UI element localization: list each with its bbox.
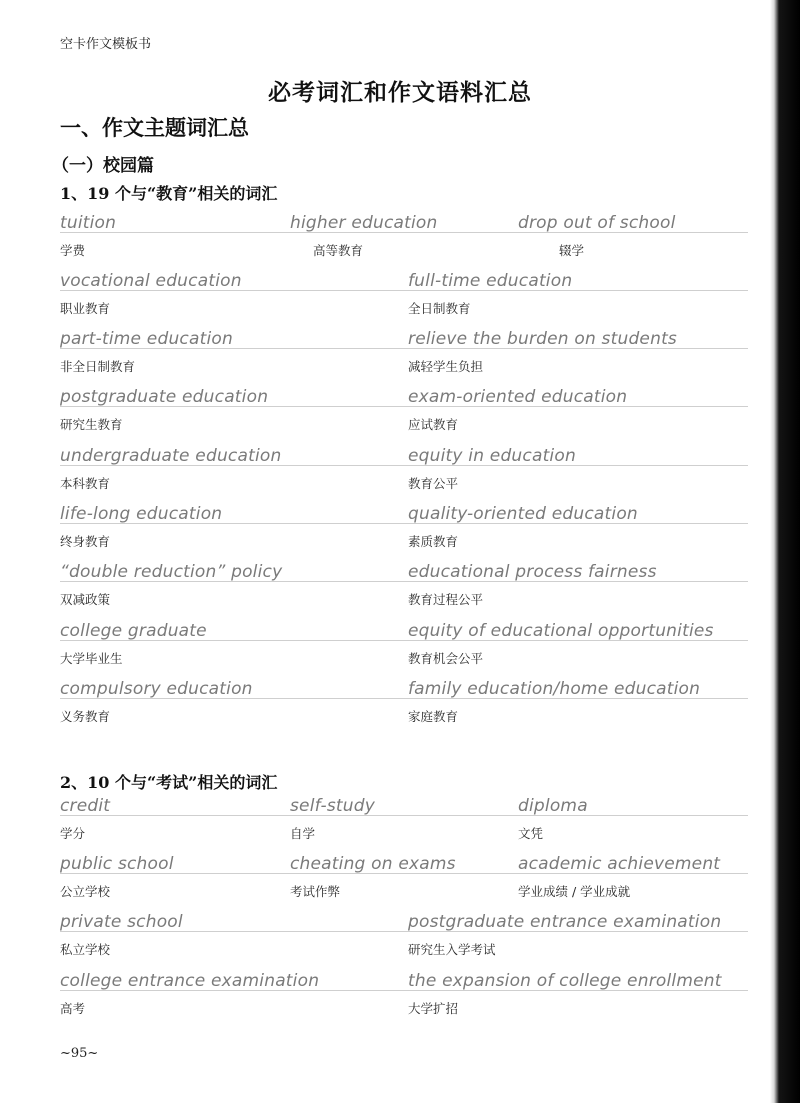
vocab-translation: 文凭 bbox=[518, 826, 544, 841]
subsection-title: （一）校园篇 bbox=[52, 156, 154, 176]
vocab-term: private school bbox=[60, 912, 183, 932]
vocab-translation: 义务教育 bbox=[60, 709, 111, 724]
vocab-term: family education/home education bbox=[408, 679, 701, 699]
vocab-translation: 全日制教育 bbox=[408, 301, 471, 316]
vocab-translation: 终身教育 bbox=[60, 534, 111, 549]
vocab-translation: 大学扩招 bbox=[408, 1001, 459, 1016]
row-rule bbox=[60, 815, 748, 816]
vocab-translation: 教育机会公平 bbox=[408, 651, 484, 666]
vocab-translation: 学费 bbox=[60, 243, 86, 258]
vocab-term: public school bbox=[60, 854, 174, 874]
vocab-translation: 辍学 bbox=[559, 243, 585, 258]
vocab-term: higher education bbox=[290, 213, 438, 233]
vocab-translation: 本科教育 bbox=[60, 476, 111, 491]
vocab-term: life-long education bbox=[60, 504, 223, 524]
vocab-term: academic achievement bbox=[518, 854, 721, 874]
vocab-term: credit bbox=[60, 796, 111, 816]
page-title: 必考词汇和作文语料汇总 bbox=[268, 79, 532, 106]
group-title-exams: 2、10 个与“考试”相关的词汇 bbox=[60, 773, 278, 792]
vocab-translation: 非全日制教育 bbox=[60, 359, 136, 374]
vocab-term: postgraduate education bbox=[60, 387, 269, 407]
vocab-term: college entrance examination bbox=[60, 971, 320, 991]
vocab-translation: 高考 bbox=[60, 1001, 86, 1016]
vocab-term: self-study bbox=[290, 796, 376, 816]
scan-edge bbox=[770, 0, 800, 1103]
vocab-term: equity of educational opportunities bbox=[408, 621, 714, 641]
vocab-term: compulsory education bbox=[60, 679, 253, 699]
vocab-translation: 教育过程公平 bbox=[408, 592, 484, 607]
vocab-translation: 双减政策 bbox=[60, 592, 111, 607]
section-title: 一、作文主题词汇总 bbox=[60, 115, 249, 140]
vocab-term: vocational education bbox=[60, 271, 242, 291]
vocab-translation: 大学毕业生 bbox=[60, 651, 123, 666]
vocab-term: undergraduate education bbox=[60, 446, 282, 466]
vocab-term: exam-oriented education bbox=[408, 387, 628, 407]
vocab-translation: 研究生教育 bbox=[60, 417, 123, 432]
vocab-term: diploma bbox=[518, 796, 588, 816]
vocab-term: tuition bbox=[60, 213, 117, 233]
vocab-term: relieve the burden on students bbox=[408, 329, 677, 349]
vocab-translation: 私立学校 bbox=[60, 942, 111, 957]
vocab-term: the expansion of college enrollment bbox=[408, 971, 722, 991]
vocab-translation: 考试作弊 bbox=[290, 884, 341, 899]
vocab-term: educational process fairness bbox=[408, 562, 657, 582]
vocab-term: part-time education bbox=[60, 329, 233, 349]
vocab-translation: 高等教育 bbox=[313, 243, 364, 258]
vocab-translation: 学业成绩 / 学业成就 bbox=[518, 884, 631, 899]
vocab-term: postgraduate entrance examination bbox=[408, 912, 722, 932]
book-title: 空卡作文模板书 bbox=[60, 37, 152, 52]
vocab-translation: 教育公平 bbox=[408, 476, 459, 491]
page-number: ~95~ bbox=[60, 1046, 99, 1061]
vocab-translation: 应试教育 bbox=[408, 417, 459, 432]
vocab-translation: 职业教育 bbox=[60, 301, 111, 316]
vocab-term: drop out of school bbox=[518, 213, 676, 233]
vocab-term: “double reduction” policy bbox=[60, 562, 283, 582]
vocab-term: quality-oriented education bbox=[408, 504, 638, 524]
vocab-term: equity in education bbox=[408, 446, 576, 466]
vocab-term: full-time education bbox=[408, 271, 573, 291]
vocab-translation: 自学 bbox=[290, 826, 316, 841]
vocab-translation: 减轻学生负担 bbox=[408, 359, 484, 374]
vocab-translation: 研究生入学考试 bbox=[408, 942, 496, 957]
vocab-translation: 公立学校 bbox=[60, 884, 111, 899]
vocab-term: cheating on exams bbox=[290, 854, 456, 874]
vocab-term: college graduate bbox=[60, 621, 207, 641]
group-title-education: 1、19 个与“教育”相关的词汇 bbox=[60, 184, 278, 203]
vocab-translation: 家庭教育 bbox=[408, 709, 459, 724]
vocab-translation: 素质教育 bbox=[408, 534, 459, 549]
vocab-translation: 学分 bbox=[60, 826, 86, 841]
